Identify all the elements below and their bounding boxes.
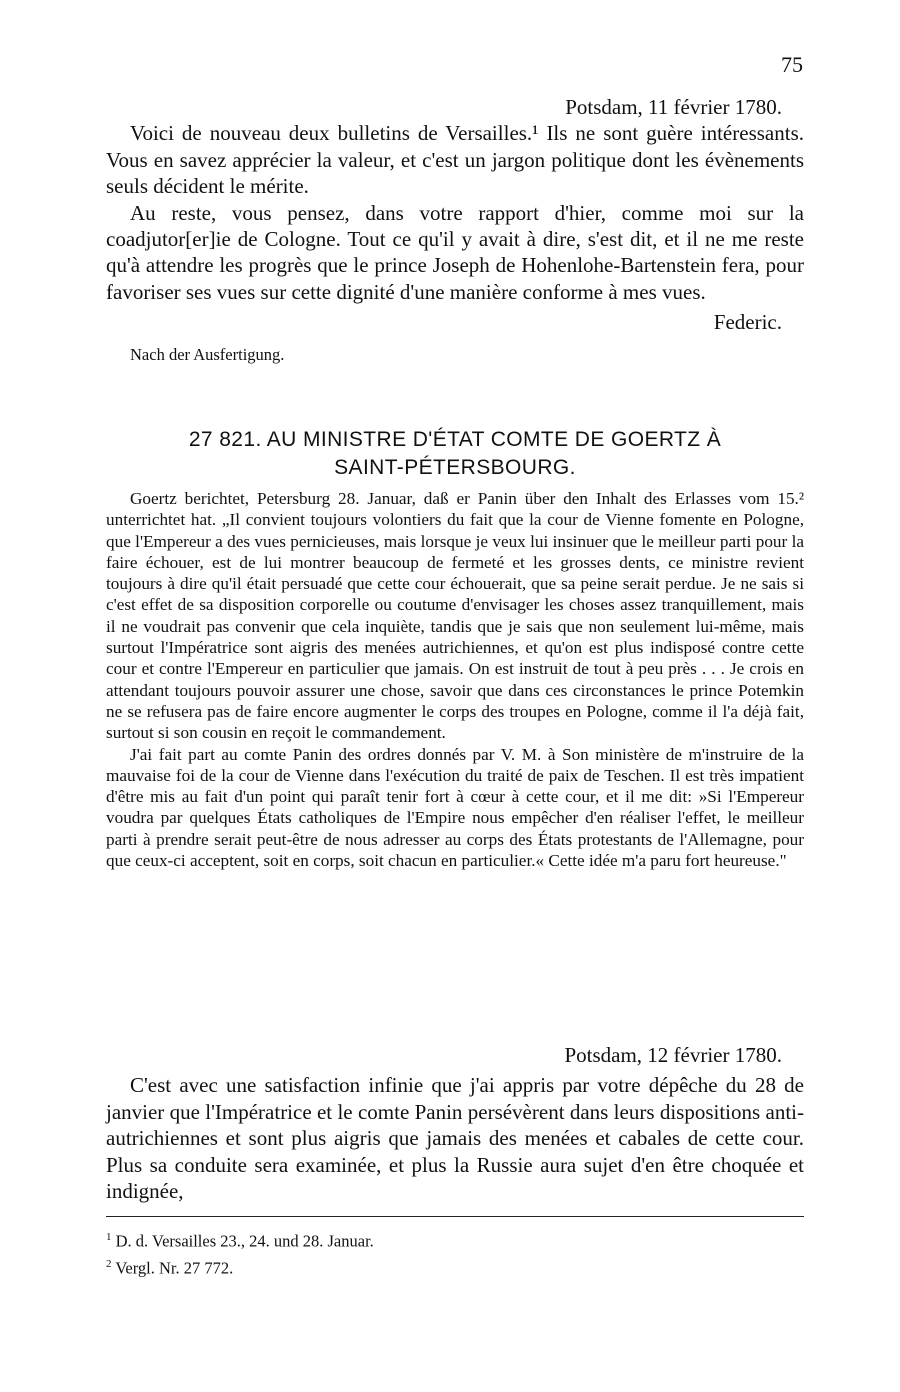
letter-1 — [106, 94, 804, 368]
footnote-text: Vergl. Nr. 27 772. — [115, 1258, 234, 1277]
dateline-1: Potsdam, 11 février 1780. — [565, 95, 782, 119]
letter-2-paragraph: C'est avec une satisfaction infinie que j'ai appris par votre dépêche du 28 de janvier que l'Impératrice et le comte Panin persévèrent dans leurs dispositions anti-autrichiennes et sont plus aigris que jamais des menées et cabales de cette cour. Plus sa conduite sera examinée, et plus la Russie aura sujet d'en être choquée et indignée, — [106, 1073, 804, 1204]
footnote — [106, 1253, 804, 1280]
footnote-text: D. d. Versailles 23., 24. und 28. Januar. — [115, 1231, 374, 1251]
footnote-mark: 1 — [106, 1231, 112, 1243]
heading-line-2: SAINT-PÉTERSBOURG. — [334, 456, 576, 479]
dateline-2: Potsdam, 12 février 1780. — [564, 1043, 782, 1067]
letter-1-paragraph: Au reste, vous pensez, dans votre rapport d'hier, comme moi sur la coadjutor[er]ie de Cologne. Tout ce qu'il y avait à dire, s'est dit, et il ne me reste qu'à attendre les progrès que le prince Joseph de Hohenlohe-Bartenstein fera, pour favoriser ses vues sur cette dignité d'une manière conforme à mes vues. — [106, 200, 804, 304]
section-heading — [120, 426, 790, 482]
report-paragraph: J'ai fait part au comte Panin des ordres donnés par V. M. à Son ministère de m'instruire de la mauvaise foi de la cour de Vienne dans l'exécution du traité de paix de Teschen. Il est très impatient d'être mis au fait d'un point qui paraît tenir fort à cœur à cette cour, et il me dit: »Si l'Empereur voudra par quelques États catholiques de l'Empire nous empêcher d'en réaliser l'effet, le meilleur parti à prendre serait peut-être de nous adresser au corps des États protestants de l'Allemagne, pour que ceux-ci acceptent, soit en corps, soit chacun en particulier.« Cette idée m'a paru fort heureuse." — [106, 744, 804, 871]
letter-2 — [106, 1042, 804, 1204]
footnote-rule — [106, 1216, 804, 1217]
footnote — [106, 1226, 804, 1253]
heading-line-1: 27 821. AU MINISTRE D'ÉTAT COMTE DE GOERTZ À — [188, 428, 722, 451]
report-paragraph: Goertz berichtet, Petersburg 28. Januar, daß er Panin über den Inhalt des Erlasses vom 15.² unterrichtet hat. „Il convient toujours volontiers du fait que la cour de Vienne fomente en Pologne, que l'Empereur a des vues pernicieuses, mais lorsque je veux lui insinuer que le meilleur parti pour la faire échouer, est de lui montrer beaucoup de fermeté et les grosses dents, ce ministre revient toujours à dire qu'il était persuadé que cette cour échouerait, que sa peine serait perdue. Je ne sais si c'est effet de sa disposition corporelle ou coutume d'envisager les choses assez tranquillement, mais il ne voudrait pas convenir que cela inquiète, tandis que je sais que non seulement lui-même, mais surtout l'Impératrice sont aigris des menées autrichiennes, et qu'on est plus indisposé contre cette cour et contre l'Empereur en particulier que jamais. On est instruit de tout à peu près . . . Je crois en attendant toujours pouvoir assurer une chose, savoir que dans ces circonstances le prince Potemkin ne se refusera pas de faire encore augmenter le corps des troupes en Pologne, comme il l'a déjà fait, surtout si son cousin en reçoit le commandement. — [106, 489, 804, 743]
source-note: Nach der Ausfertigung. — [130, 344, 285, 364]
letter-1-paragraph: Voici de nouveau deux bulletins de Versailles.¹ Ils ne sont guère intéressants. Vous en savez apprécier la valeur, et c'est un jargon politique dont les évènements seuls décident le mérite. — [106, 121, 804, 199]
report-summary — [106, 488, 804, 871]
footnote-mark: 2 — [106, 1257, 112, 1270]
page-number: 75 — [781, 52, 803, 77]
footnotes — [106, 1226, 804, 1279]
signature: Federic. — [713, 310, 782, 335]
